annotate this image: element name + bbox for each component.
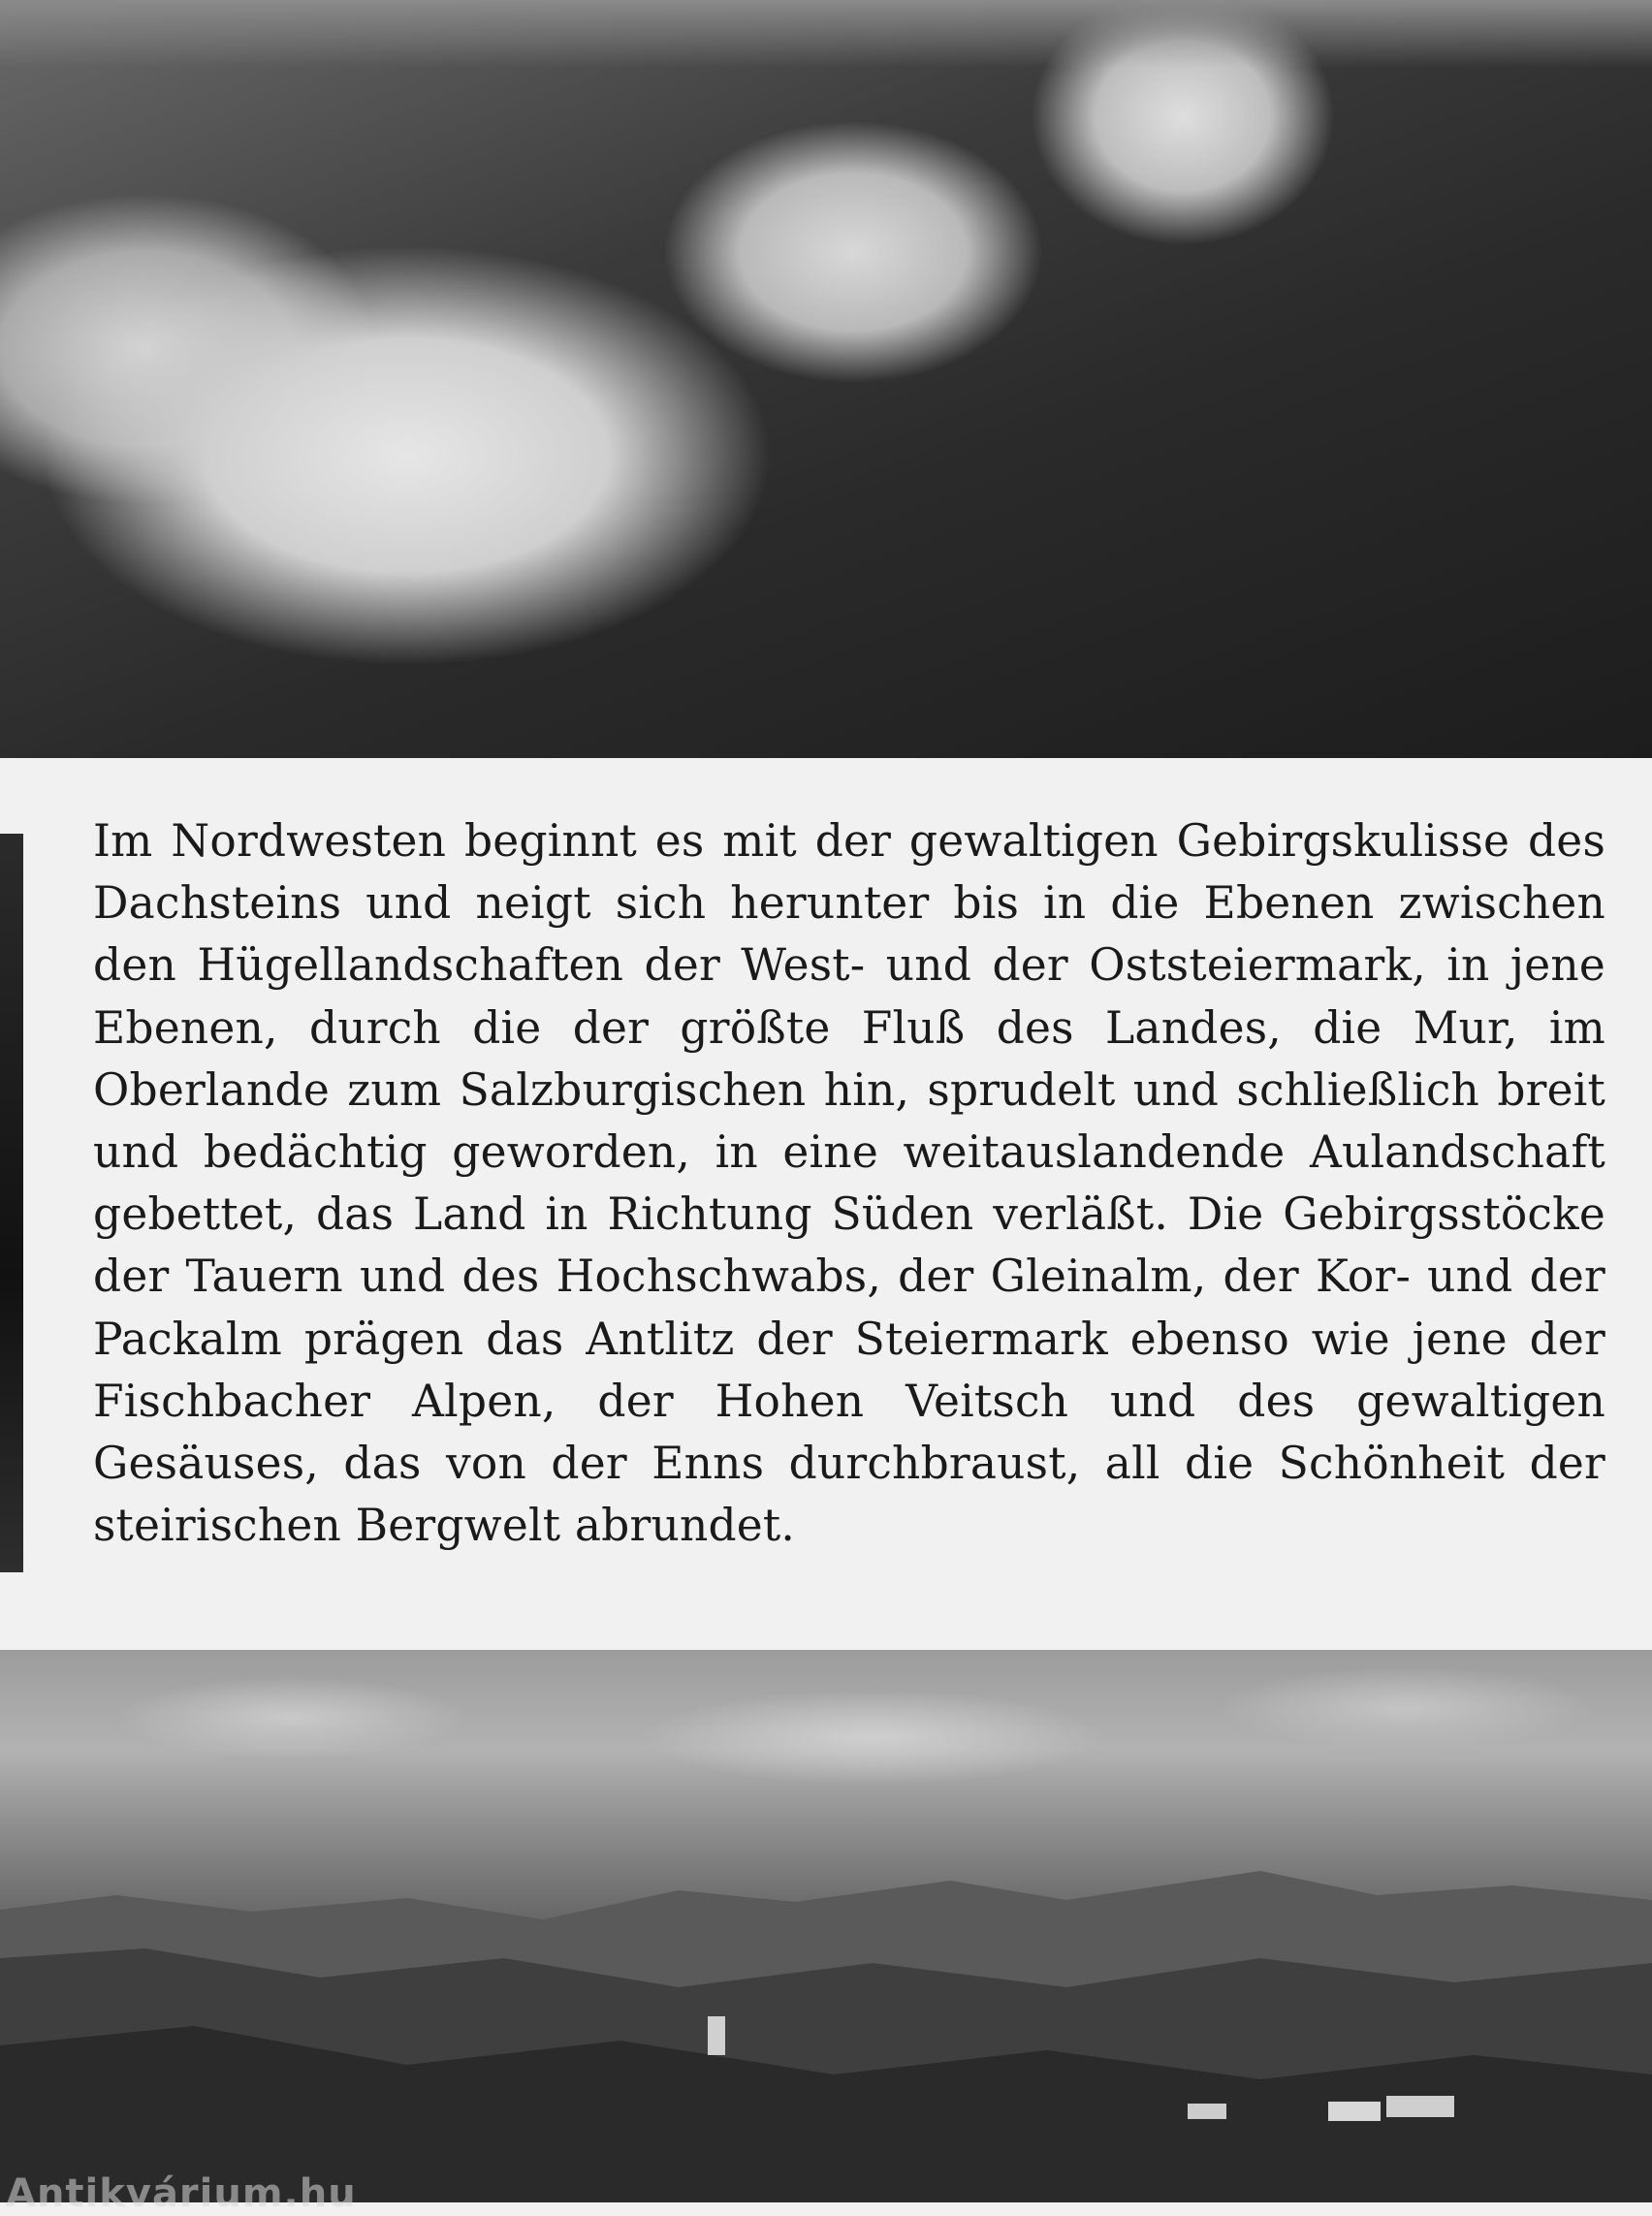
watermark: Antikvárium.hu [6, 2171, 357, 2216]
farmhouse [1188, 2104, 1226, 2119]
body-paragraph: Im Nordwesten beginnt es mit der gewaltigen Gebirgskulisse des Dachsteins und neigt sich herunter bis in die Ebenen zwischen den Hügellandschaften der West- und der Oststeiermark, in jene Ebenen, durch die der größte Fluß des Landes, die Mur, im Oberlande zum Salzburgischen hin, sprudelt und schließlich breit und bedächtig geworden, in eine weitauslandende Aulandschaft gebettet, das Land in Richtung Süden verläßt. Die Gebirgsstöcke der Tauern und des Hochschwabs, der Gleinalm, der Kor- und der Packalm prägen das Antlitz der Steiermark ebenso wie jene der Fischbacher Alpen, der Hohen Veitsch und des gewaltigen Gesäuses, das von der Enns durchbraust, all die Schönheit der steirischen Bergwelt abrundet. [93, 815, 1605, 1552]
left-photo-edge [0, 834, 23, 1572]
sky-strip [0, 0, 1652, 68]
farmhouse [1386, 2096, 1454, 2117]
hills-silhouette [0, 1842, 1652, 2202]
text-panel [93, 810, 1605, 1557]
sheep-flock-photo [0, 0, 1652, 758]
farmhouse [1328, 2102, 1381, 2121]
chapel [708, 2016, 725, 2055]
